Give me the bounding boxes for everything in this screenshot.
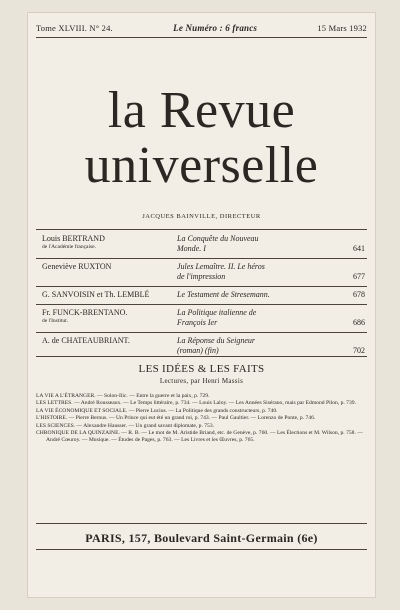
section-subheading: Lectures, par Henri Massis xyxy=(159,377,244,385)
divider-rule xyxy=(36,523,367,524)
divider-rule xyxy=(36,549,367,550)
contents-row xyxy=(36,304,367,332)
issue-price: Le Numéro : 6 francs xyxy=(173,23,258,33)
rubrics-list xyxy=(36,393,367,445)
volume-number: Tome XLVIII. N° 24. xyxy=(36,23,113,33)
contents-author: Fr. FUNCK-BRENTANO. de l'Institut. xyxy=(42,308,177,328)
masthead-title-line2: universelle xyxy=(84,137,319,194)
contents-title: Jules Lemaître. II. Le héros de l'impression 677 xyxy=(177,262,365,281)
contents-title: La Politique italienne de François Ier 686 xyxy=(177,308,365,327)
contents-author: Louis BERTRAND de l'Académie française. xyxy=(42,234,177,254)
issue-info-bar xyxy=(36,23,367,35)
divider-rule xyxy=(36,356,367,357)
contents-title: La Réponse du Seigneur (roman) (fin) 702 xyxy=(177,336,365,355)
publisher-address: PARIS, 157, Boulevard Saint-Germain (6e) xyxy=(85,531,318,545)
divider-rule xyxy=(36,37,367,38)
list-item: LES LETTRES. — André Rousseaux. — Le Temps littéraire, p. 734. — Louis Laloy. — Les Années Sisérano, mais par Edmond Pilon, p. 739. xyxy=(36,400,356,407)
issue-date: 15 Mars 1932 xyxy=(317,23,367,33)
list-item: CHRONIQUE DE LA QUINZAINE. — R. B. — Le mot de M. Aristide Briand, etc. de Genève, p. 760. — Les Élections et M. Wilson, p. 758. — André Cœuroy. — Musique. — Études de Pages, p. 763. — Les Livres et les Œuvres, p. 765. xyxy=(36,430,363,444)
masthead-title-line1: la Revue xyxy=(107,82,296,139)
contents-title: Le Testament de Stresemann. 678 xyxy=(177,290,365,299)
contents-row xyxy=(36,231,367,258)
author-note: de l'Institut. xyxy=(42,318,69,324)
author-note: de l'Académie française. xyxy=(42,244,96,250)
page-number: 686 xyxy=(353,318,365,327)
list-item: LA VIE A L'ÉTRANGER. — Solon-Ilic. — Entre la guerre et la paix, p. 729. xyxy=(36,393,210,399)
section-heading: LES IDÉES & LES FAITS xyxy=(138,363,265,375)
magazine-cover xyxy=(27,12,376,598)
contents-author: A. de CHATEAUBRIANT. xyxy=(42,336,130,345)
contents-title: La Conquête du Nouveau Monde. I 641 xyxy=(177,234,365,253)
list-item: LES SCIENCES. — Alexandre Hausser. — Un grand savant diplomate, p. 753. xyxy=(36,422,215,429)
list-item: LA VIE ÉCONOMIQUE ET SOCIALE. — Pierre Lucius. — La Politique des grands constructeurs, p. 740. xyxy=(36,407,278,414)
contents-author: G. SANVOISIN et Th. LEMBLÉ xyxy=(42,290,150,299)
divider-rule xyxy=(36,229,367,230)
page-number: 677 xyxy=(353,272,365,281)
contents-author: Geneviève RUXTON xyxy=(42,262,112,271)
list-item: L'HISTOIRE. — Pierre Bernus. — Un Prince qui eut été un grand roi, p. 743. — Paul Gaultier. — Lorenzo de Ponte, p. 746. xyxy=(36,415,316,422)
page-number: 702 xyxy=(353,346,365,355)
page-number: 641 xyxy=(353,244,365,253)
contents-row xyxy=(36,258,367,286)
contents-row xyxy=(36,286,367,304)
director-credit: JACQUES BAINVILLE, DIRECTEUR xyxy=(142,213,261,220)
table-of-contents xyxy=(36,231,367,360)
page-number: 678 xyxy=(353,290,365,299)
